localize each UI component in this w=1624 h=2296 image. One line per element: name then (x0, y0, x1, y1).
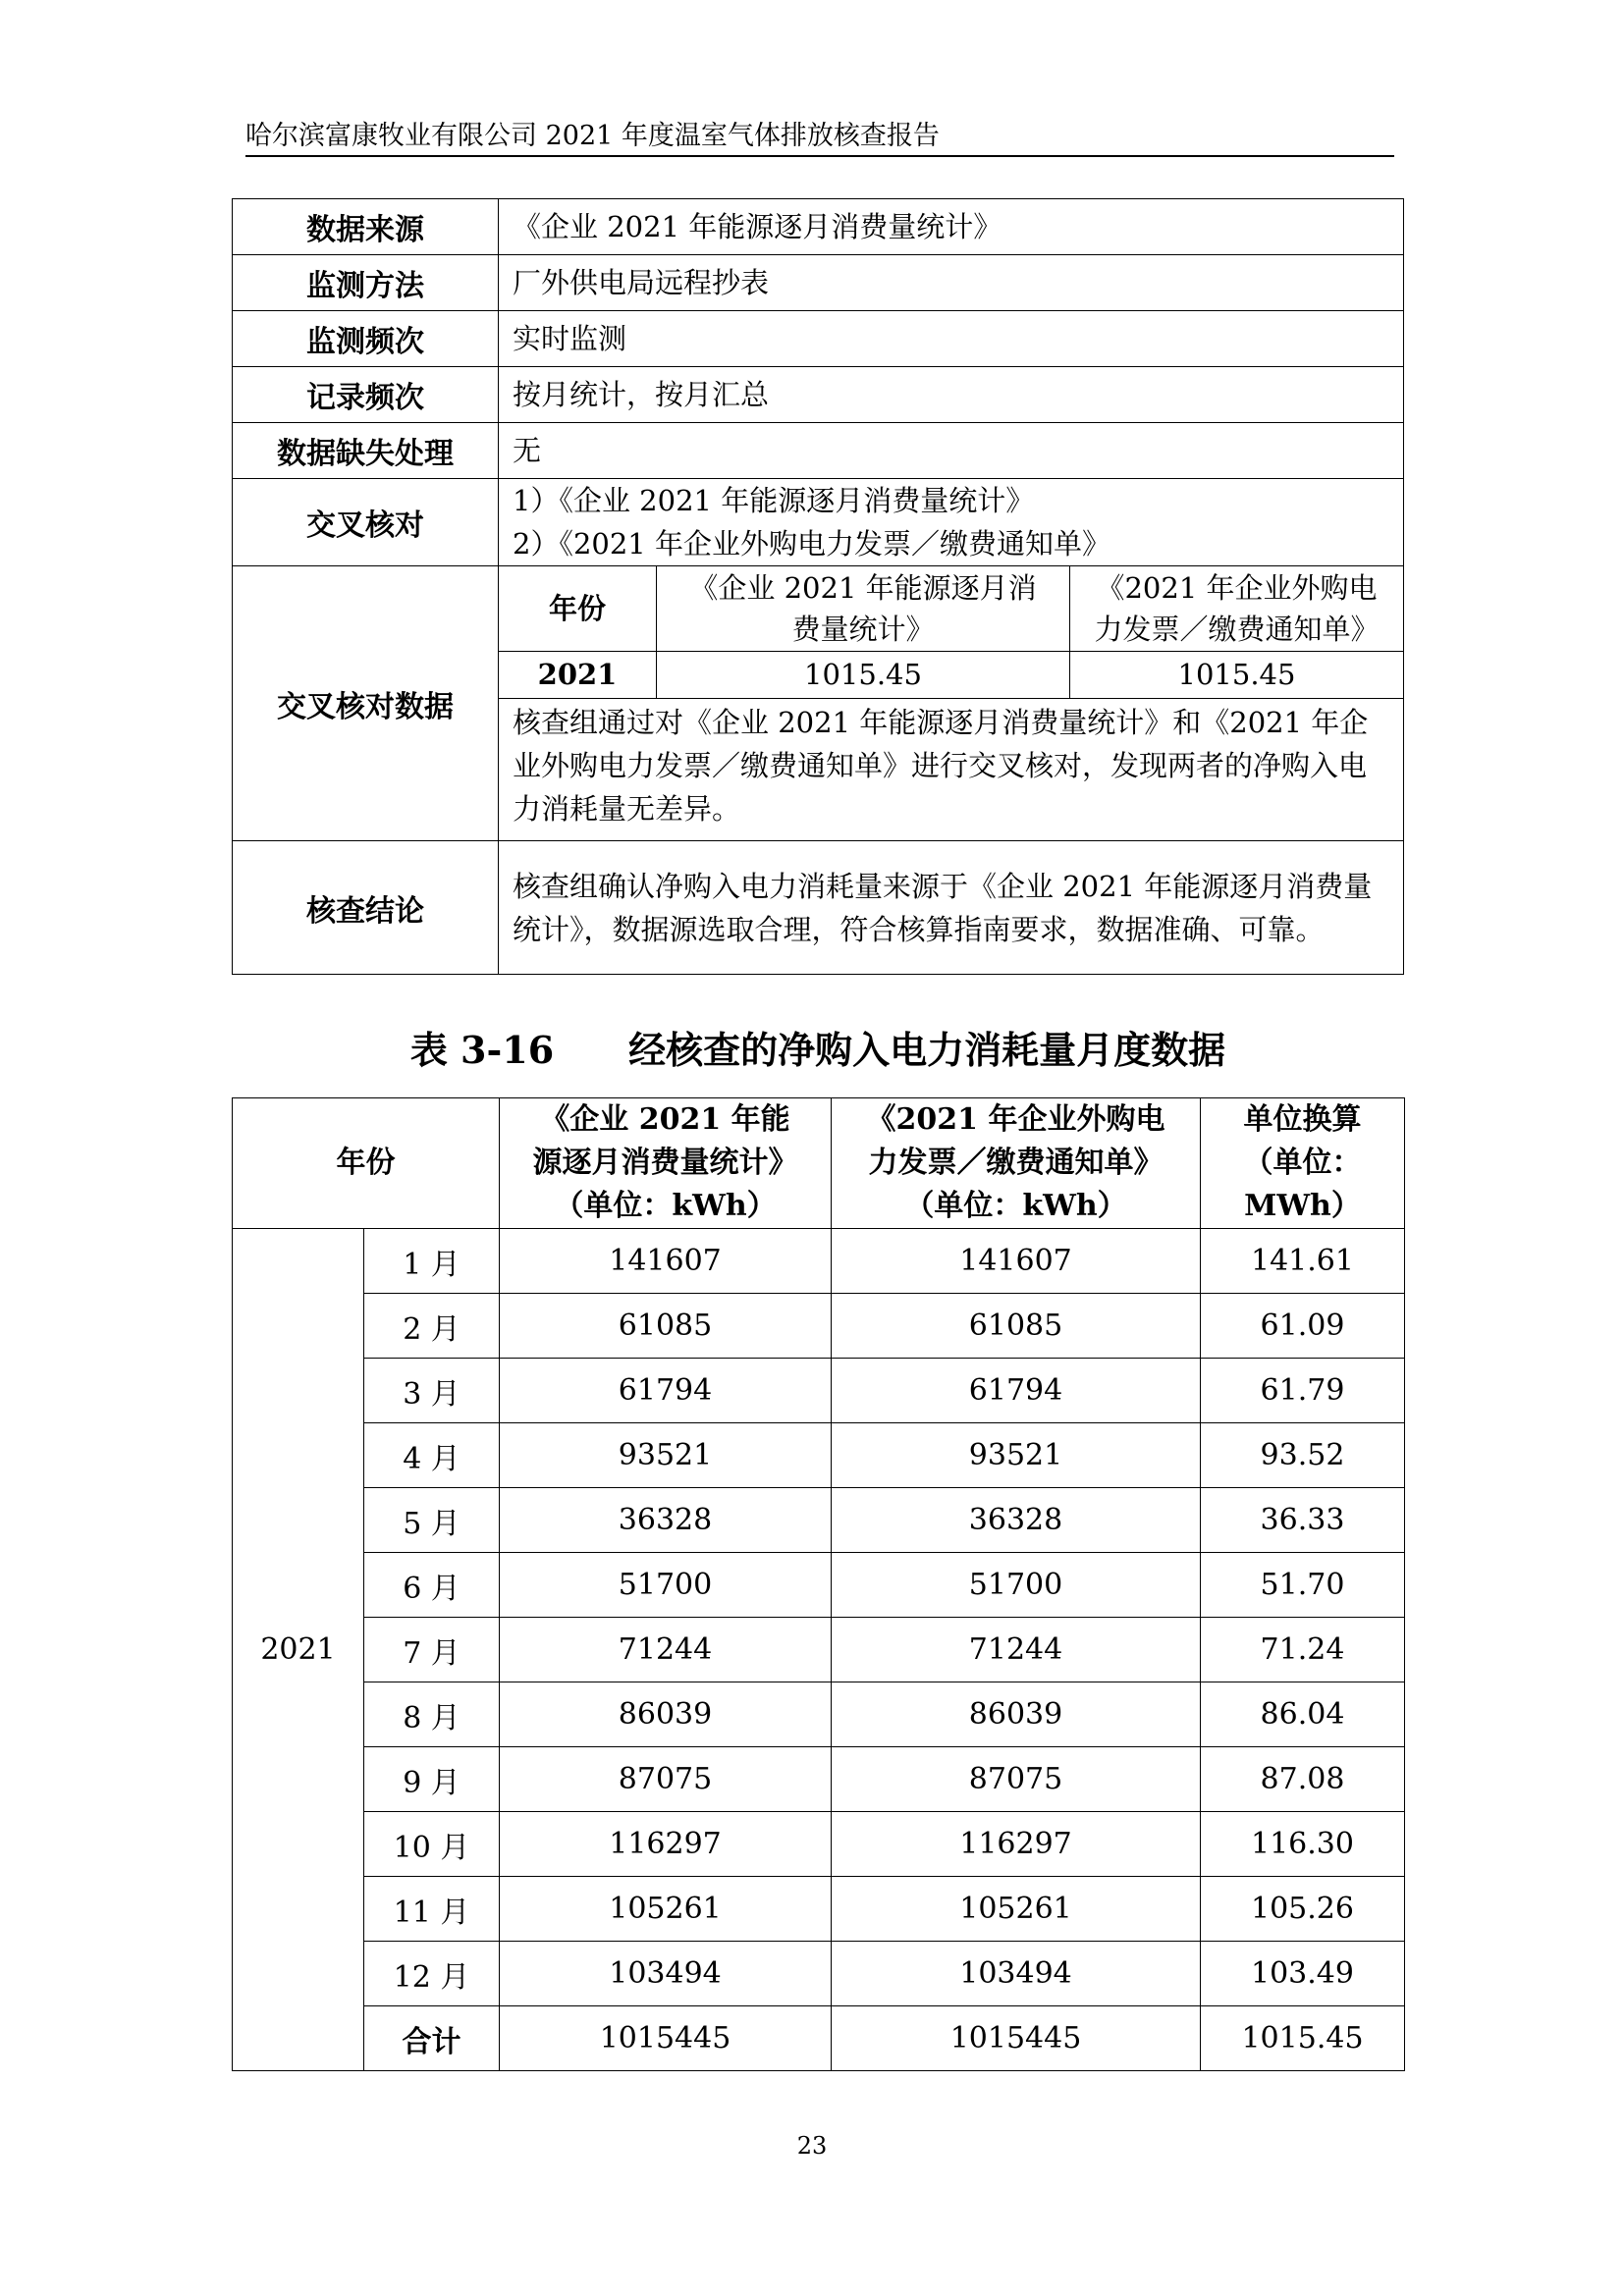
cross-check-item: 2）《2021 年企业外购电力发票／缴费通知单》 (513, 527, 1110, 561)
value-source-b: 116297 (832, 1812, 1201, 1877)
value-source-b: 105261 (832, 1877, 1201, 1942)
table-row (233, 1618, 1405, 1682)
month-cell: 7 月 (364, 1618, 500, 1682)
row-value: 厂外供电局远程抄表 (499, 255, 1404, 311)
cross-check-label: 交叉核对 (233, 479, 499, 566)
month-cell: 10 月 (364, 1812, 500, 1877)
conclusion-text: 核查组确认净购入电力消耗量来源于《企业 2021 年能源逐月消费量统计》，数据源选取合理，符合核算指南要求，数据准确、可靠。 (499, 841, 1404, 975)
value-source-b: 141607 (832, 1229, 1201, 1294)
value-mwh: 103.49 (1201, 1942, 1405, 2006)
value-mwh: 141.61 (1201, 1229, 1405, 1294)
verification-table (232, 198, 1404, 975)
month-cell: 9 月 (364, 1747, 500, 1812)
table-row (233, 1747, 1405, 1812)
row-value: 无 (499, 423, 1404, 479)
value-source-b: 71244 (832, 1618, 1201, 1682)
table-row (233, 1553, 1405, 1618)
value-mwh: 71.24 (1201, 1618, 1405, 1682)
value-source-b: 36328 (832, 1488, 1201, 1553)
total-label: 合计 (364, 2006, 500, 2071)
header-unit-conversion: 单位换算（单位：MWh） (1201, 1098, 1405, 1229)
header-source-b: 《2021 年企业外购电力发票／缴费通知单》（单位：kWh） (832, 1098, 1201, 1229)
value-source-b: 87075 (832, 1747, 1201, 1812)
value-source-a: 93521 (500, 1423, 832, 1488)
table-row (233, 1488, 1405, 1553)
value-source-b: 51700 (832, 1553, 1201, 1618)
table-row (233, 423, 1404, 479)
table-row (233, 311, 1404, 367)
table-row (233, 1229, 1405, 1294)
value-mwh: 61.79 (1201, 1359, 1405, 1423)
month-cell: 8 月 (364, 1682, 500, 1747)
sub-header-source-b: 《2021 年企业外购电力发票／缴费通知单》 (1070, 566, 1404, 651)
month-cell: 3 月 (364, 1359, 500, 1423)
table-row (233, 1812, 1405, 1877)
value-source-a: 86039 (500, 1682, 832, 1747)
sub-header-year: 年份 (499, 566, 657, 651)
value-source-a: 61085 (500, 1294, 832, 1359)
table-row (233, 1294, 1405, 1359)
table-title: 表 3-16 经核查的净购入电力消耗量月度数据 (409, 1028, 1226, 1072)
table-row (233, 1423, 1405, 1488)
value-mwh: 61.09 (1201, 1294, 1405, 1359)
cross-data-subtable (499, 566, 1403, 699)
value-source-b: 93521 (832, 1423, 1201, 1488)
value-source-a: 51700 (500, 1553, 832, 1618)
value-source-b: 61085 (832, 1294, 1201, 1359)
value-mwh: 105.26 (1201, 1877, 1405, 1942)
table-row (233, 367, 1404, 423)
header-year: 年份 (233, 1098, 500, 1229)
conclusion-label: 核查结论 (233, 841, 499, 975)
total-source-b: 1015445 (832, 2006, 1201, 2071)
cross-check-items (499, 479, 1404, 566)
total-mwh: 1015.45 (1201, 2006, 1405, 2071)
header-source-a: 《企业 2021 年能源逐月消费量统计》（单位：kWh） (500, 1098, 832, 1229)
cross-data-note: 核查组通过对《企业 2021 年能源逐月消费量统计》和《2021 年企业外购电力发票／缴费通知单》进行交叉核对，发现两者的净购入电力消耗量无差异。 (513, 705, 1369, 826)
month-cell: 1 月 (364, 1229, 500, 1294)
value-source-a: 141607 (500, 1229, 832, 1294)
sub-year: 2021 (499, 651, 657, 698)
value-source-b: 103494 (832, 1942, 1201, 2006)
month-cell: 6 月 (364, 1553, 500, 1618)
month-cell: 12 月 (364, 1942, 500, 2006)
row-label: 监测方法 (233, 255, 499, 311)
table-row (233, 1942, 1405, 2006)
sub-value-a: 1015.45 (657, 651, 1070, 698)
sub-value-b: 1015.45 (1070, 651, 1404, 698)
table-row (233, 255, 1404, 311)
page-number: 23 (796, 2132, 828, 2160)
page-header: 哈尔滨富康牧业有限公司 2021 年度温室气体排放核查报告 (245, 116, 1394, 157)
table-header-row (233, 1098, 1405, 1229)
total-source-a: 1015445 (500, 2006, 832, 2071)
value-source-a: 103494 (500, 1942, 832, 2006)
month-cell: 11 月 (364, 1877, 500, 1942)
value-mwh: 116.30 (1201, 1812, 1405, 1877)
total-row (233, 2006, 1405, 2071)
value-mwh: 93.52 (1201, 1423, 1405, 1488)
value-source-b: 61794 (832, 1359, 1201, 1423)
year-cell: 2021 (233, 1229, 364, 2071)
value-source-a: 61794 (500, 1359, 832, 1423)
cross-check-item: 1）《企业 2021 年能源逐月消费量统计》 (513, 484, 1035, 517)
value-source-a: 36328 (500, 1488, 832, 1553)
month-cell: 5 月 (364, 1488, 500, 1553)
row-label: 数据缺失处理 (233, 423, 499, 479)
table-row (233, 1877, 1405, 1942)
month-cell: 4 月 (364, 1423, 500, 1488)
cross-data-cell (499, 566, 1404, 841)
value-source-b: 86039 (832, 1682, 1201, 1747)
cross-data-label: 交叉核对数据 (233, 566, 499, 841)
row-value: 按月统计，按月汇总 (499, 367, 1404, 423)
value-mwh: 36.33 (1201, 1488, 1405, 1553)
row-label: 数据来源 (233, 199, 499, 255)
row-label: 记录频次 (233, 367, 499, 423)
table-row (233, 479, 1404, 566)
row-label: 监测频次 (233, 311, 499, 367)
table-row (233, 1682, 1405, 1747)
sub-header-source-a: 《企业 2021 年能源逐月消费量统计》 (657, 566, 1070, 651)
value-source-a: 105261 (500, 1877, 832, 1942)
value-source-a: 116297 (500, 1812, 832, 1877)
table-row (233, 199, 1404, 255)
table-row (233, 566, 1404, 841)
monthly-data-table (232, 1097, 1405, 2071)
table-row (233, 1359, 1405, 1423)
row-value: 《企业 2021 年能源逐月消费量统计》 (499, 199, 1404, 255)
month-cell: 2 月 (364, 1294, 500, 1359)
value-source-a: 87075 (500, 1747, 832, 1812)
value-mwh: 86.04 (1201, 1682, 1405, 1747)
value-mwh: 51.70 (1201, 1553, 1405, 1618)
table-row (233, 841, 1404, 975)
value-source-a: 71244 (500, 1618, 832, 1682)
value-mwh: 87.08 (1201, 1747, 1405, 1812)
row-value: 实时监测 (499, 311, 1404, 367)
